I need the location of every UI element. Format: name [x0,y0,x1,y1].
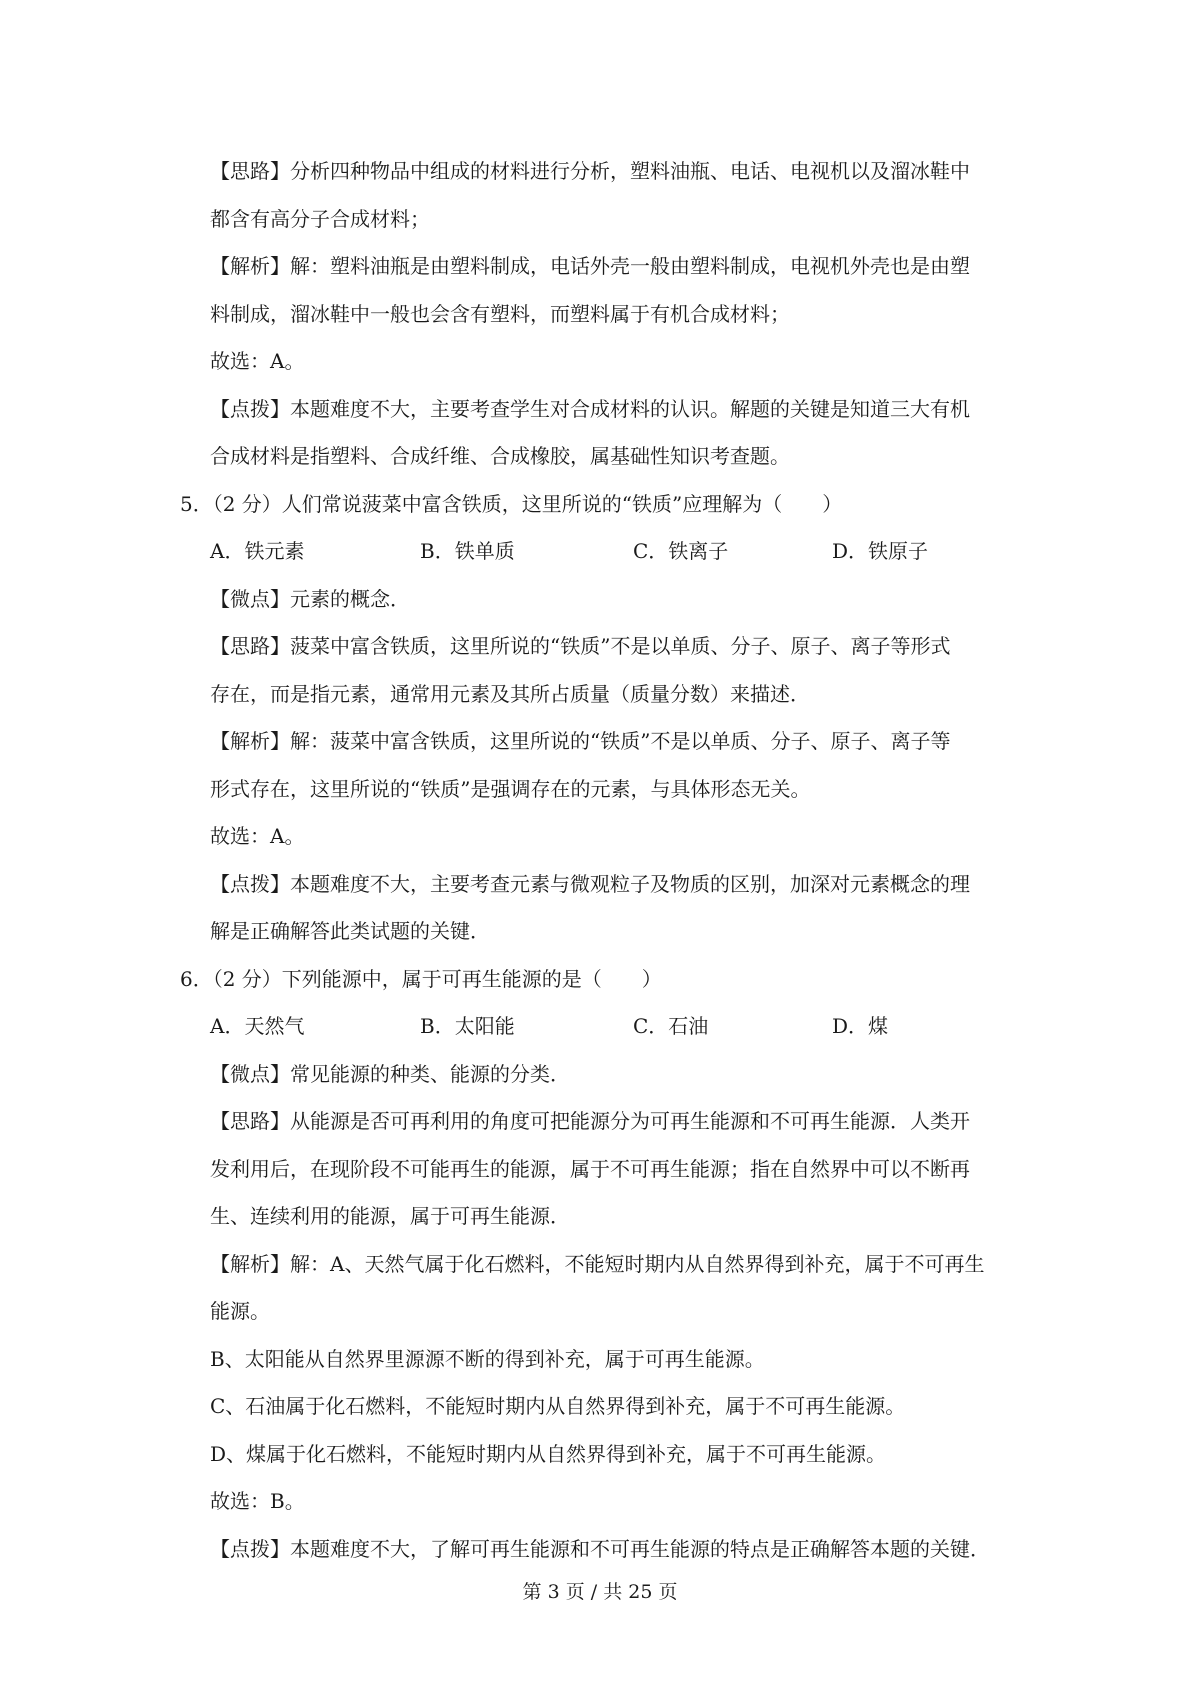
q6-dianbo-line-1: 【点拨】本题难度不大，了解可再生能源和不可再生能源的特点是正确解答本题的关键． [210,1536,990,1561]
q5-weidian: 【微点】元素的概念． [210,586,410,611]
q4-silu-line-1: 【思路】分析四种物品中组成的材料进行分析，塑料油瓶、电话、电视机以及溜冰鞋中 [210,159,970,183]
q5-option-c: C．铁离子 [633,539,729,563]
q6-jiexi-line-5: D、煤属于化石燃料，不能短时期内从自然界得到补充，属于不可再生能源。 [210,1441,887,1466]
q5-dianbo-line-2: 解是正确解答此类试题的关键． [210,919,490,943]
q5-stem: 5．（2 分）人们常说菠菜中富含铁质，这里所说的“铁质”应理解为（ ） [180,491,843,516]
q6-option-a: A．天然气 [210,1014,305,1038]
q4-jiexi-line-1: 【解析】解：塑料油瓶是由塑料制成，电话外壳一般由塑料制成，电视机外壳也是由塑 [210,254,970,278]
q6-option-b: B．太阳能 [420,1014,515,1038]
q6-option-d: D．煤 [832,1014,889,1038]
q5-option-b: B．铁单质 [420,539,515,563]
q5-silu-line-1: 【思路】菠菜中富含铁质，这里所说的“铁质”不是以单质、分子、原子、离子等形式 [210,634,951,658]
q4-answer: 故选：A。 [210,349,305,373]
page-content [180,148,1030,1573]
q5-option-d: D．铁原子 [832,539,929,563]
q4-dianbo-line-1: 【点拨】本题难度不大，主要考查学生对合成材料的认识。解题的关键是知道三大有机 [210,396,970,421]
q6-answer: 故选：B。 [210,1489,305,1513]
q6-silu-line-3: 生、连续利用的能源，属于可再生能源． [210,1204,570,1228]
q5-answer: 故选：A。 [210,824,305,848]
q5-silu-line-2: 存在，而是指元素，通常用元素及其所占质量（质量分数）来描述． [210,681,810,706]
q6-options [180,1003,1030,1051]
q4-jiexi-line-2: 料制成，溜冰鞋中一般也会含有塑料，而塑料属于有机合成材料； [210,301,790,326]
q6-jiexi-line-3: B、太阳能从自然界里源源不断的得到补充，属于可再生能源。 [210,1346,765,1371]
q5-jiexi-line-2: 形式存在，这里所说的“铁质”是强调存在的元素，与具体形态无关。 [210,776,811,801]
q5-jiexi-line-1: 【解析】解：菠菜中富含铁质，这里所说的“铁质”不是以单质、分子、原子、离子等 [210,729,951,753]
q6-silu-line-2: 发利用后，在现阶段不可能再生的能源，属于不可再生能源；指在自然界中可以不断再 [210,1156,970,1181]
q4-dianbo-line-2: 合成材料是指塑料、合成纤维、合成橡胶，属基础性知识考查题。 [210,444,790,468]
q6-jiexi-line-2: 能源。 [210,1299,270,1323]
q5-dianbo-line-1: 【点拨】本题难度不大，主要考查元素与微观粒子及物质的区别，加深对元素概念的理 [210,871,970,896]
q4-silu-line-2: 都含有高分子合成材料； [210,206,430,231]
q5-options [180,528,1030,576]
q6-weidian: 【微点】常见能源的种类、能源的分类． [210,1061,570,1086]
q6-option-c: C．石油 [633,1014,709,1038]
q6-silu-line-1: 【思路】从能源是否可再利用的角度可把能源分为可再生能源和不可再生能源．人类开 [210,1109,970,1133]
q6-jiexi-line-4: C、石油属于化石燃料，不能短时期内从自然界得到补充，属于不可再生能源。 [210,1394,906,1418]
page-number-footer: 第 3 页 / 共 25 页 [522,1581,678,1603]
q5-option-a: A．铁元素 [210,539,305,563]
q6-stem: 6．（2 分）下列能源中，属于可再生能源的是（ ） [180,966,662,991]
q6-jiexi-line-1: 【解析】解：A、天然气属于化石燃料，不能短时期内从自然界得到补充，属于不可再生 [210,1251,985,1276]
